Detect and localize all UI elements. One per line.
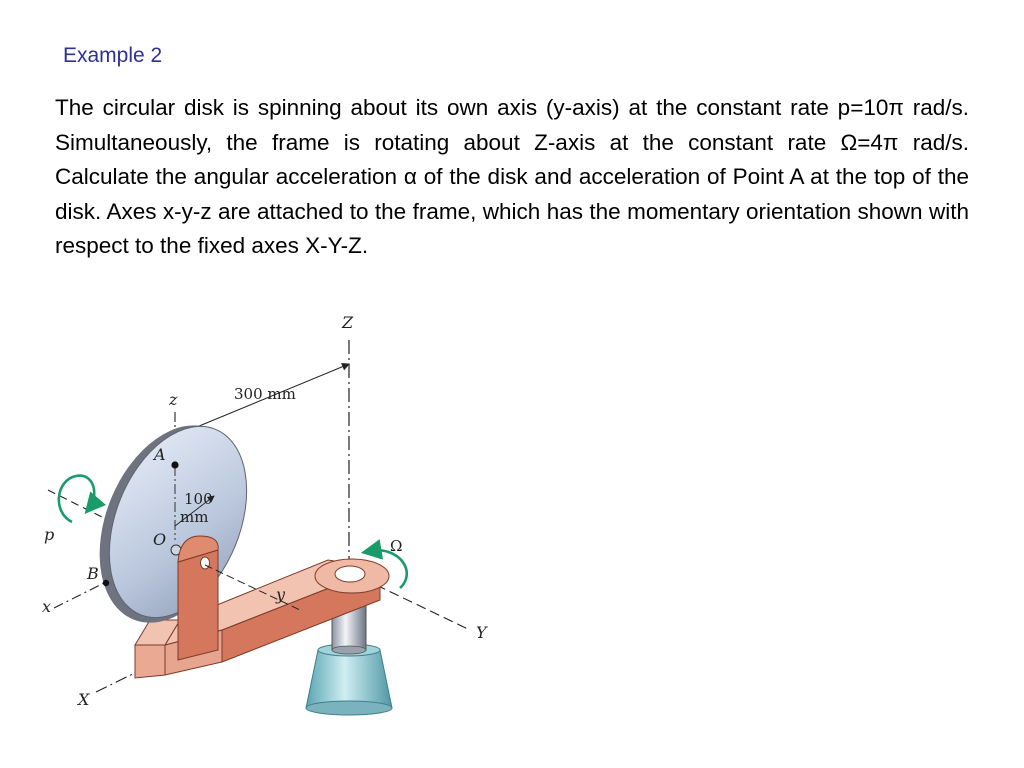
point-A-label: A [154,445,166,464]
frame-rotation-label: Ω [390,537,403,555]
frame-hole [335,566,365,582]
X-axis-label: X [78,690,90,709]
frame-upright-front [178,550,218,660]
mechanism-figure [0,300,520,720]
point-A-marker [171,461,178,468]
dimension-100-unit: mm [180,508,209,526]
shaft-bottom [332,646,366,654]
problem-statement: The circular disk is spinning about its own axis (y-axis) at the constant rate p=10π rad/s. Simultaneously, the frame is rotating about Z-axis at the constant rate Ω=4π rad/s. Calculate the angular acceleration α of the disk and acceleration of Point A at the top of the disk. Axes x-y-z are attached to the frame, which has the momentary orientation shown with respect to the fixed axes X-Y-Z. [55,95,969,258]
point-B-marker [103,580,109,586]
point-O-label: O [153,530,167,549]
y-axis-label: y [276,585,286,604]
mechanism-diagram [0,300,520,720]
z-axis-label: z [169,390,178,409]
point-B-label: B [87,564,99,583]
base-pedestal [306,650,392,708]
Y-axis-label: Y [476,623,487,642]
base-bottom [306,701,392,715]
Z-axis-label: Z [342,313,354,332]
spin-rate-arrow [59,476,94,522]
frame-base-left [135,645,165,678]
x-axis-label: x [42,597,52,616]
slide-heading: Example 2 [63,44,163,67]
dimension-100-number: 100 [184,490,213,508]
dimension-300-label: 300 mm [234,385,296,403]
spin-rate-label: p [44,525,55,544]
upright-bearing-hole [201,557,210,569]
